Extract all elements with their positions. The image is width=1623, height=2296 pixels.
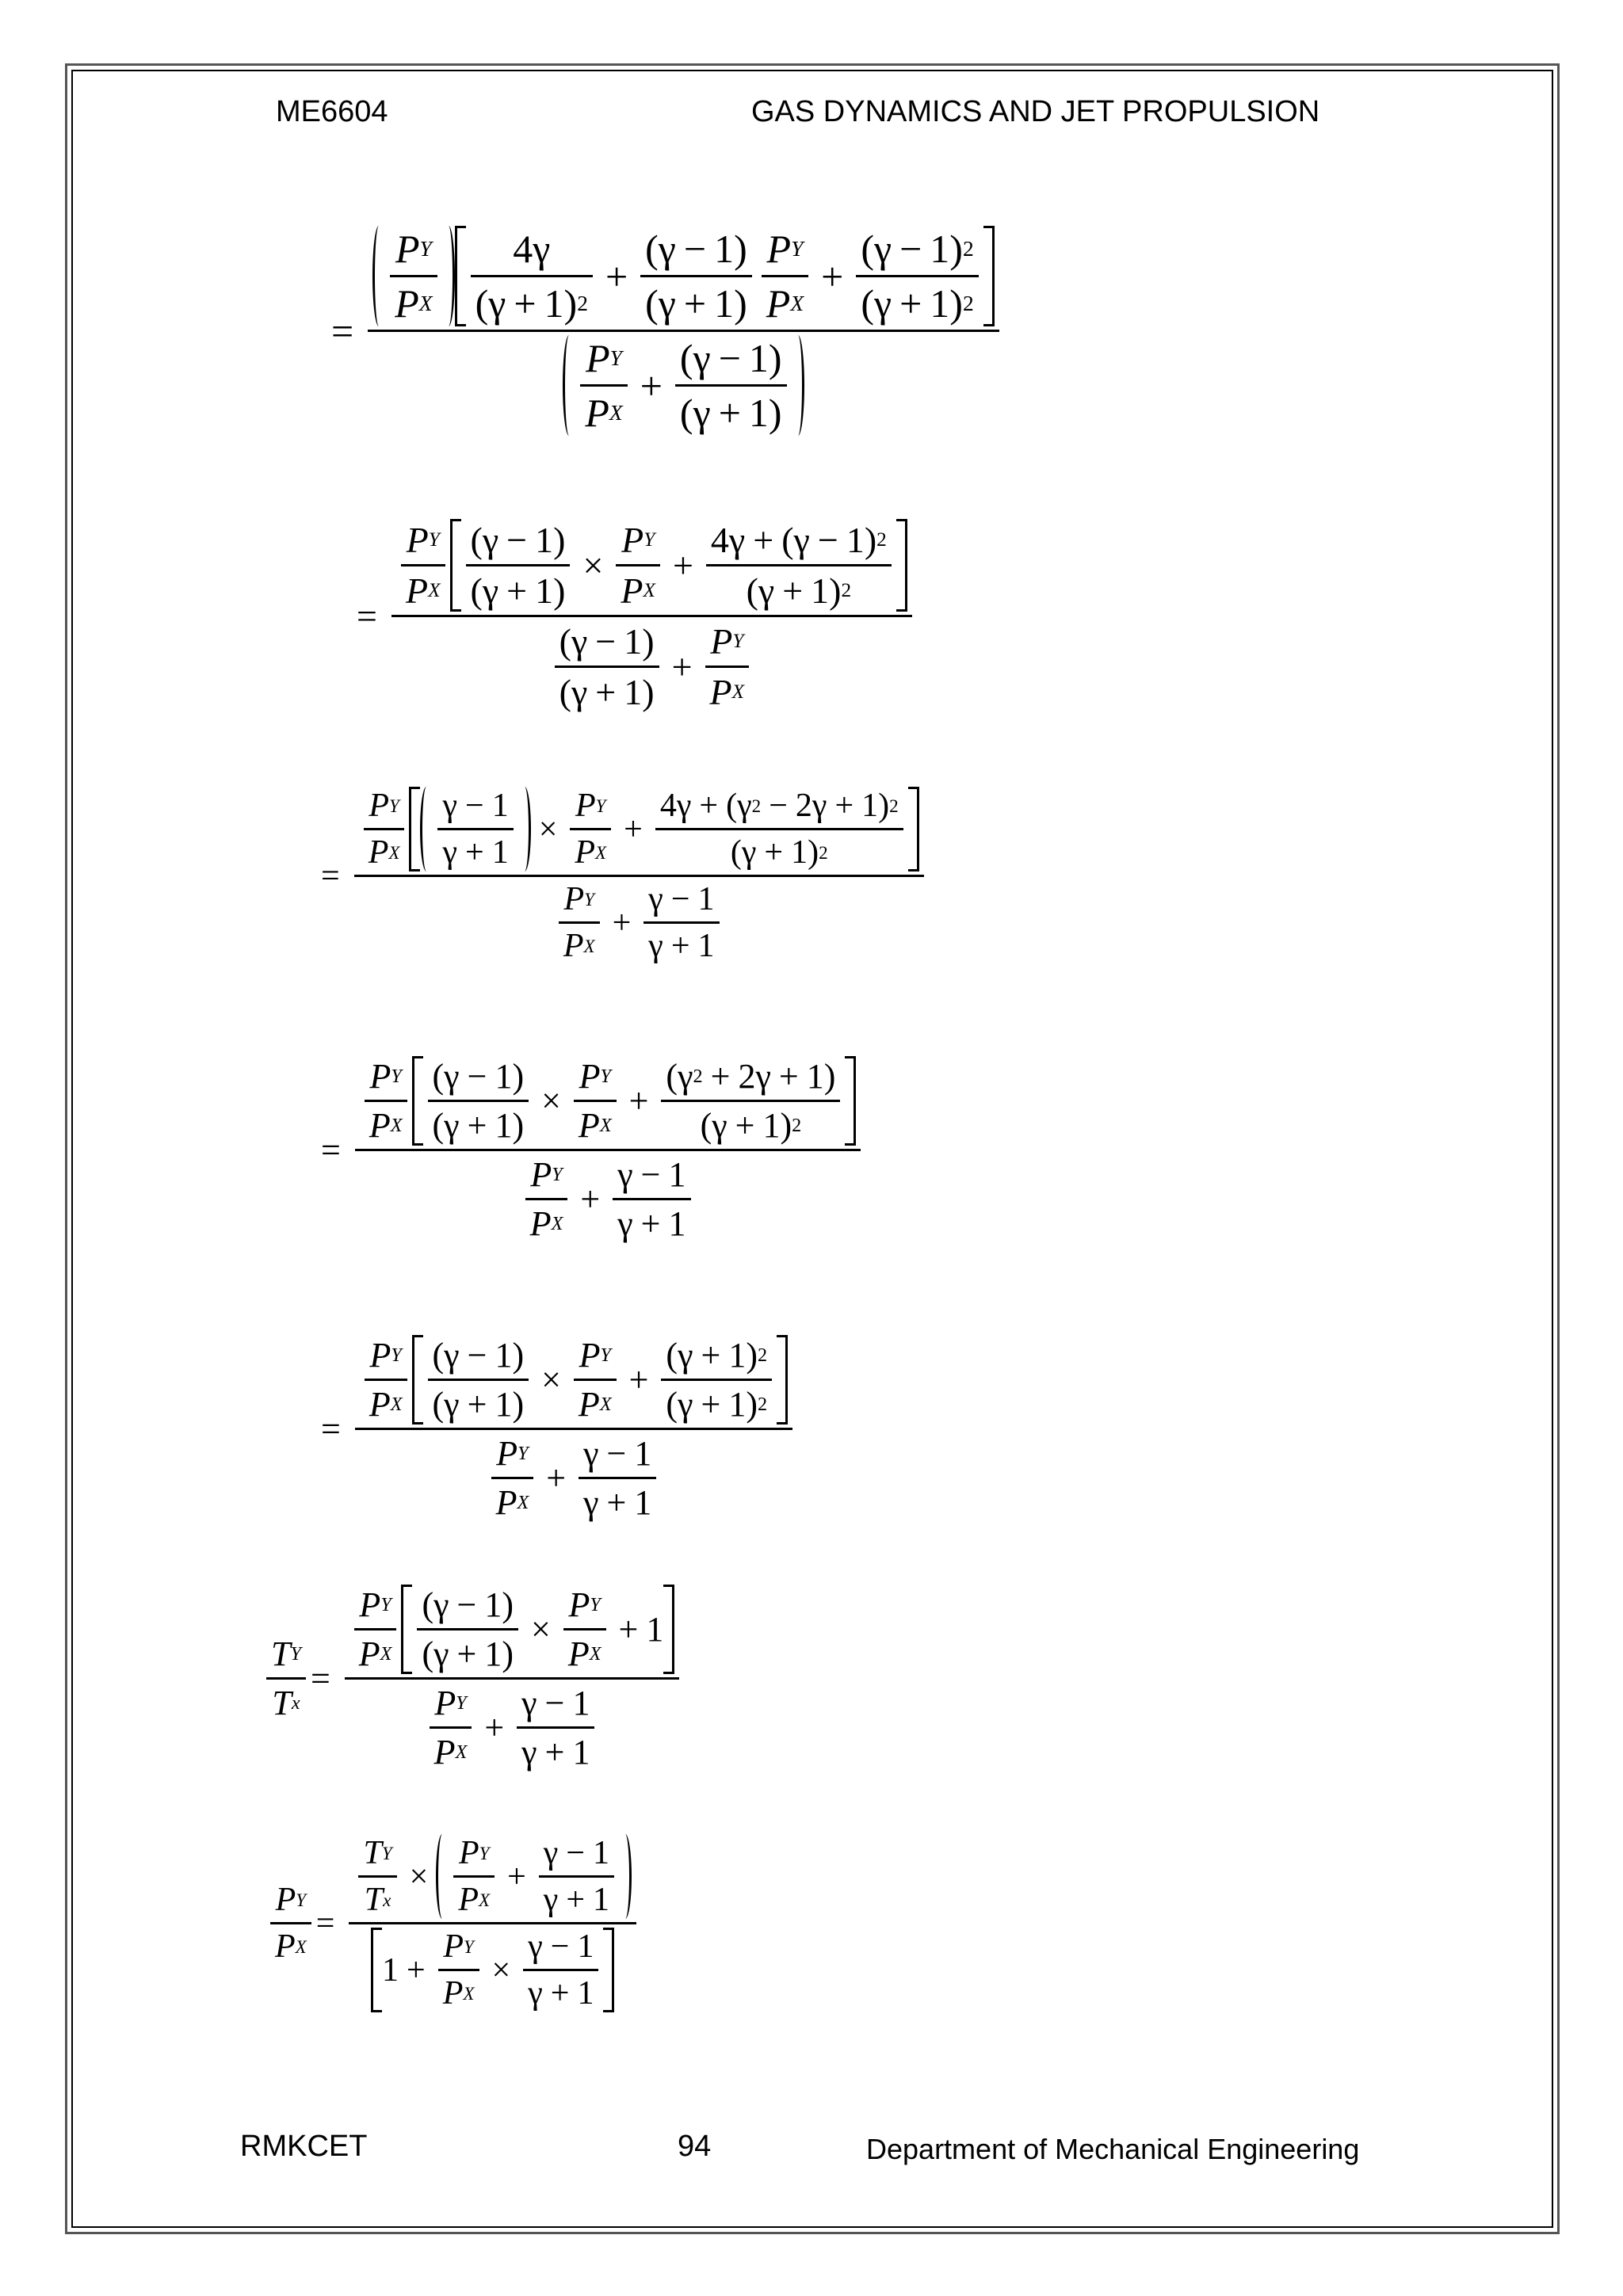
equation-6: T Y T x = P Y P X ( γ − 1 ) ( γ + 1 ) × P Y P X + 1 P Y P X + γ − 1 γ + 1 — [262, 1585, 684, 1772]
header-course-title: GAS DYNAMICS AND JET PROPULSION — [751, 95, 1320, 128]
footer-institution: RMKCET — [240, 2130, 368, 2163]
equation-1: = P Y P X 4 γ ( γ + 1 ) 2 + ( γ − 1 ) ( γ + 1 ) P Y P X + ( γ − 1 ) 2 ( γ + 1 ) 2 P Y P X + ( γ − 1 ) ( γ + 1 ) — [331, 226, 1004, 436]
equation-3: = P Y P X γ − 1 γ + 1 × P Y P X + 4 γ + ( γ 2 − 2 γ + 1 ) 2 ( γ + 1 ) 2 P Y P X + γ − 1 γ + 1 — [321, 787, 929, 965]
footer-page-number: 94 — [678, 2130, 712, 2163]
footer-department: Department of Mechanical Engineering — [866, 2133, 1360, 2165]
equation-7: P Y P X = T Y T x × P Y P X + γ − 1 γ + 1 1 + P Y P X × γ − 1 γ + 1 — [265, 1834, 641, 2012]
header-course-code: ME6604 — [276, 95, 388, 128]
equation-2: = P Y P X ( γ − 1 ) ( γ + 1 ) × P Y P X + 4 γ + ( γ − 1 ) 2 ( γ + 1 ) 2 ( γ − 1 ) ( γ + 1 ) + P Y P X — [357, 519, 917, 713]
equation-5: = P Y P X ( γ − 1 ) ( γ + 1 ) × P Y P X + ( γ + 1 ) 2 ( γ + 1 ) 2 P Y P X + γ − 1 γ + 1 — [321, 1335, 797, 1523]
equation-4: = P Y P X ( γ − 1 ) ( γ + 1 ) × P Y P X + ( γ 2 + 2 γ + 1 ) ( γ + 1 ) 2 P Y P X + γ − 1 γ + 1 — [321, 1056, 865, 1244]
